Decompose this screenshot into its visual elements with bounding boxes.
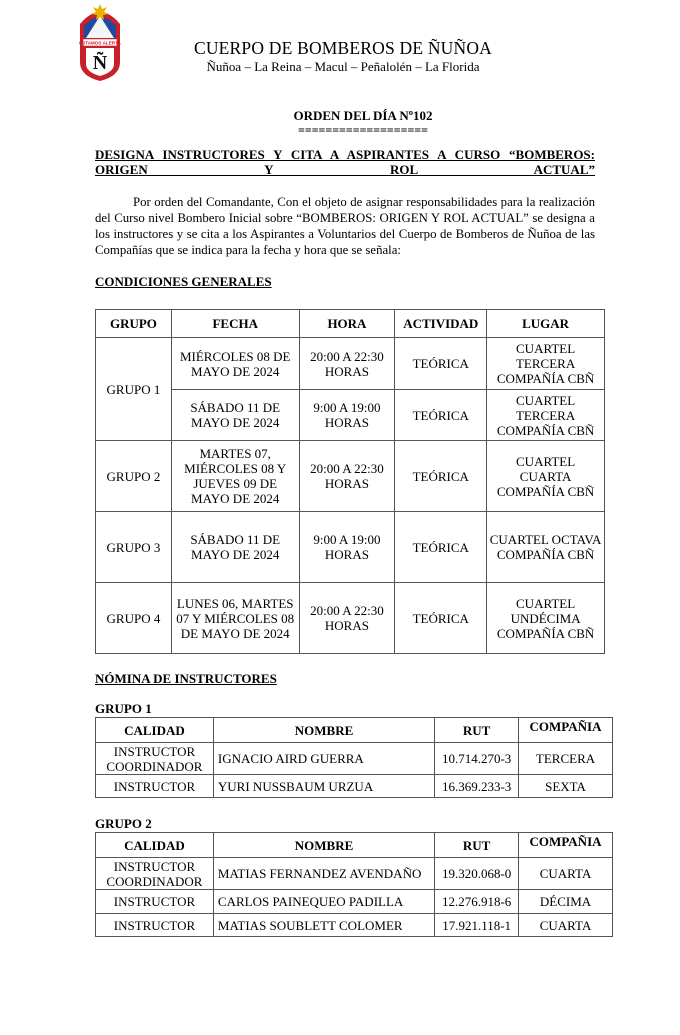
cell-actividad: TEÓRICA bbox=[395, 338, 487, 390]
cell-fecha: SÁBADO 11 DE MAYO DE 2024 bbox=[171, 390, 299, 441]
section-title-condiciones: CONDICIONES GENERALES bbox=[95, 274, 272, 289]
cell-actividad: TEÓRICA bbox=[395, 441, 487, 512]
cell-fecha: MIÉRCOLES 08 DE MAYO DE 2024 bbox=[171, 338, 299, 390]
fire-department-crest-logo bbox=[76, 2, 124, 82]
group-1-title: GRUPO 1 bbox=[95, 701, 152, 716]
cell-fecha: SÁBADO 11 DE MAYO DE 2024 bbox=[171, 512, 299, 583]
cell-grupo: GRUPO 3 bbox=[96, 512, 172, 583]
crest-motto: ESTAMOS ALERTA bbox=[79, 40, 121, 46]
cell-hora: 9:00 A 19:00 HORAS bbox=[299, 512, 395, 583]
cell-compania: SEXTA bbox=[519, 775, 613, 798]
cell-calidad: INSTRUCTOR bbox=[96, 914, 214, 937]
cell-compania: TERCERA bbox=[519, 743, 613, 775]
conditions-header-row bbox=[96, 310, 605, 338]
table-row bbox=[96, 441, 605, 512]
crest-letter: Ñ bbox=[92, 52, 108, 74]
cell-nombre: MATIAS SOUBLETT COLOMER bbox=[213, 914, 434, 937]
col-header-compania: COMPAÑIA bbox=[519, 833, 613, 858]
cell-fecha: MARTES 07, MIÉRCOLES 08 Y JUEVES 09 DE MAYO DE 2024 bbox=[171, 441, 299, 512]
cell-compania: DÉCIMA bbox=[519, 890, 613, 914]
cell-calidad: INSTRUCTOR COORDINADOR bbox=[96, 858, 214, 890]
designation-heading-text: DESIGNA INSTRUCTORES Y CITA A ASPIRANTES A CURSO “BOMBEROS: ORIGEN Y ROL ACTUAL” bbox=[95, 147, 595, 177]
section-title-nomina: NÓMINA DE INSTRUCTORES bbox=[95, 671, 277, 686]
col-header-grupo: GRUPO bbox=[96, 310, 172, 338]
col-header-nombre: NOMBRE bbox=[213, 718, 434, 743]
col-header-calidad: CALIDAD bbox=[96, 833, 214, 858]
intro-paragraph-text: Por orden del Comandante, Con el objeto de asignar responsabilidades para la realización del Curso nivel Bombero Inicial sobre “BOMBEROS: ORIGEN Y ROL ACTUAL” se designa a los instructores y se cita a los Aspirantes a Voluntarios del Cuerpo de Bomberos de Ñuñoa de las Compañías que se indica para la fecha y hora que se señala: bbox=[95, 195, 595, 257]
cell-hora: 20:00 A 22:30 HORAS bbox=[299, 583, 395, 654]
cell-calidad: INSTRUCTOR COORDINADOR bbox=[96, 743, 214, 775]
col-header-compania: COMPAÑIA bbox=[519, 718, 613, 743]
col-header-fecha: FECHA bbox=[171, 310, 299, 338]
table-row bbox=[96, 583, 605, 654]
title-separator: =================== bbox=[298, 123, 428, 137]
cell-rut: 12.276.918-6 bbox=[435, 890, 519, 914]
col-header-rut: RUT bbox=[435, 718, 519, 743]
cell-nombre: YURI NUSSBAUM URZUA bbox=[213, 775, 434, 798]
group-2-title: GRUPO 2 bbox=[95, 816, 152, 831]
cell-lugar: CUARTEL UNDÉCIMA COMPAÑÍA CBÑ bbox=[487, 583, 605, 654]
cell-lugar: CUARTEL OCTAVA COMPAÑÍA CBÑ bbox=[487, 512, 605, 583]
table-row bbox=[96, 390, 605, 441]
col-header-rut: RUT bbox=[435, 833, 519, 858]
col-header-nombre: NOMBRE bbox=[213, 833, 434, 858]
cell-hora: 9:00 A 19:00 HORAS bbox=[299, 390, 395, 441]
cell-rut: 16.369.233-3 bbox=[435, 775, 519, 798]
document-title: ORDEN DEL DÍA Nº102 bbox=[293, 108, 433, 123]
cell-compania: CUARTA bbox=[519, 858, 613, 890]
cell-actividad: TEÓRICA bbox=[395, 512, 487, 583]
col-header-calidad: CALIDAD bbox=[96, 718, 214, 743]
cell-calidad: INSTRUCTOR bbox=[96, 890, 214, 914]
col-header-actividad: ACTIVIDAD bbox=[395, 310, 487, 338]
col-header-lugar: LUGAR bbox=[487, 310, 605, 338]
cell-compania: CUARTA bbox=[519, 914, 613, 937]
instructors-header-row bbox=[96, 833, 613, 858]
cell-rut: 19.320.068-0 bbox=[435, 858, 519, 890]
instructors-table-group-1 bbox=[95, 717, 613, 798]
cell-calidad: INSTRUCTOR bbox=[96, 775, 214, 798]
instructors-header-row bbox=[96, 718, 613, 743]
col-header-hora: HORA bbox=[299, 310, 395, 338]
organization-subtitle: Ñuñoa – La Reina – Macul – Peñalolén – La Florida bbox=[206, 59, 480, 74]
cell-lugar: CUARTEL TERCERA COMPAÑÍA CBÑ bbox=[487, 338, 605, 390]
designation-heading bbox=[95, 147, 595, 192]
table-row bbox=[96, 743, 613, 775]
cell-actividad: TEÓRICA bbox=[395, 583, 487, 654]
cell-grupo: GRUPO 2 bbox=[96, 441, 172, 512]
table-row bbox=[96, 512, 605, 583]
cell-lugar: CUARTEL CUARTA COMPAÑÍA CBÑ bbox=[487, 441, 605, 512]
cell-fecha: LUNES 06, MARTES 07 Y MIÉRCOLES 08 DE MAYO DE 2024 bbox=[171, 583, 299, 654]
cell-grupo: GRUPO 1 bbox=[96, 338, 172, 441]
cell-actividad: TEÓRICA bbox=[395, 390, 487, 441]
cell-rut: 17.921.118-1 bbox=[435, 914, 519, 937]
table-row bbox=[96, 338, 605, 390]
table-row bbox=[96, 914, 613, 937]
cell-nombre: MATIAS FERNANDEZ AVENDAÑO bbox=[213, 858, 434, 890]
table-row bbox=[96, 890, 613, 914]
cell-nombre: IGNACIO AIRD GUERRA bbox=[213, 743, 434, 775]
table-row bbox=[96, 858, 613, 890]
cell-hora: 20:00 A 22:30 HORAS bbox=[299, 441, 395, 512]
organization-title: CUERPO DE BOMBEROS DE ÑUÑOA bbox=[193, 38, 493, 58]
cell-nombre: CARLOS PAINEQUEO PADILLA bbox=[213, 890, 434, 914]
cell-lugar: CUARTEL TERCERA COMPAÑÍA CBÑ bbox=[487, 390, 605, 441]
intro-paragraph bbox=[95, 194, 595, 258]
table-row bbox=[96, 775, 613, 798]
cell-hora: 20:00 A 22:30 HORAS bbox=[299, 338, 395, 390]
instructors-table-group-2 bbox=[95, 832, 613, 937]
cell-grupo: GRUPO 4 bbox=[96, 583, 172, 654]
cell-rut: 10.714.270-3 bbox=[435, 743, 519, 775]
conditions-table bbox=[95, 309, 605, 654]
